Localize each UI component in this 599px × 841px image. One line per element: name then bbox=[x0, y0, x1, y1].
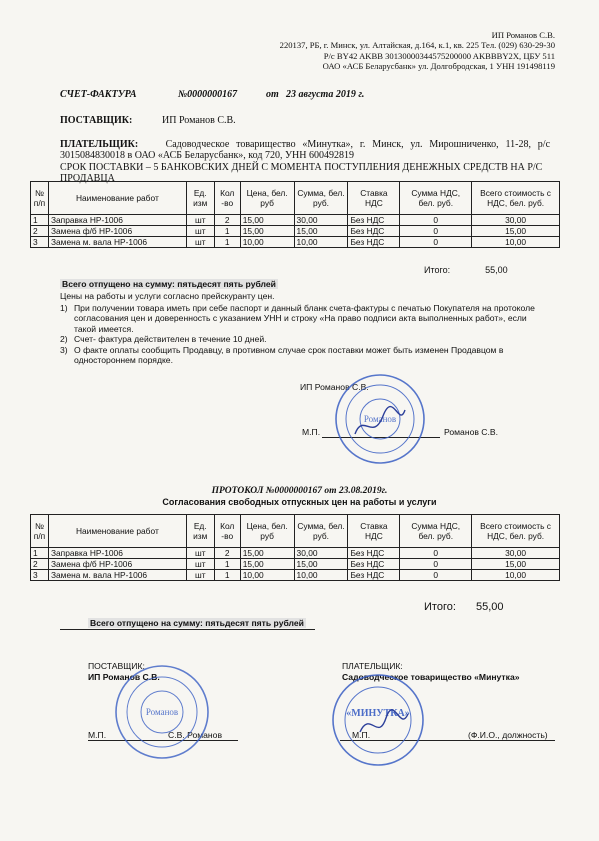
seller-bank: ОАО «АСБ Беларусбанк» ул. Долгобродская, 1 УНН 191498119 bbox=[322, 61, 555, 72]
table-cell: 0 bbox=[400, 570, 472, 581]
table-cell: 1 bbox=[214, 237, 240, 248]
bottom-payer-name: Садоводческое товарищество «Минутка» bbox=[342, 672, 520, 682]
table-cell: Без НДС bbox=[348, 237, 400, 248]
table-row bbox=[31, 559, 560, 570]
table-cell: 2 bbox=[214, 548, 240, 559]
table-cell: 15,00 bbox=[294, 559, 348, 570]
table-row bbox=[31, 226, 560, 237]
protocol-total-value: 55,00 bbox=[476, 601, 504, 613]
table-cell: 0 bbox=[400, 548, 472, 559]
table-cell: Без НДС bbox=[348, 215, 400, 226]
seller-stamp-bottom bbox=[112, 662, 212, 762]
invoice-date: 23 августа 2019 г. bbox=[286, 89, 365, 100]
seller-stamp bbox=[333, 372, 427, 466]
protocol-table bbox=[30, 514, 560, 581]
price-note: Цены на работы и услуги согласно прейскуранту цен. bbox=[60, 291, 275, 301]
signature-mp: М.П. bbox=[302, 427, 321, 437]
protocol-subtitle: Согласования свободных отпускных цен на работы и услуги bbox=[162, 497, 437, 507]
protocol-total-label: Итого: bbox=[424, 601, 456, 613]
table-cell: 15,00 bbox=[472, 559, 560, 570]
payer-block bbox=[60, 140, 550, 162]
list-item-text: Счет- фактура действителен в течение 10 дней. bbox=[74, 334, 267, 345]
table-cell: 0 bbox=[400, 237, 472, 248]
bottom-payer-fio: (Ф.И.О., должность) bbox=[468, 730, 548, 740]
column-header: Кол -во bbox=[214, 515, 240, 548]
table-cell: 15,00 bbox=[240, 215, 294, 226]
table-cell: Без НДС bbox=[348, 226, 400, 237]
invoice-title: СЧЕТ-ФАКТУРА bbox=[60, 89, 137, 100]
bottom-payer-label: ПЛАТЕЛЬЩИК: bbox=[342, 661, 403, 671]
payer-details: Садоводческое товарищество «Минутка», г. Минск, ул. Мирошниченко, 11-28, р/с 3015084830018 в ОАО «АСБ Беларусбанк», код 720, УНН 600492819 bbox=[60, 139, 551, 161]
table-row bbox=[31, 548, 560, 559]
column-header: Сумма, бел. руб. bbox=[294, 182, 348, 215]
table-cell: Замена м. вала НР-1006 bbox=[48, 570, 186, 581]
table-cell: 10,00 bbox=[294, 237, 348, 248]
column-header: № п/п bbox=[31, 515, 49, 548]
invoice-from: от bbox=[266, 89, 279, 100]
table-cell: 15,00 bbox=[294, 226, 348, 237]
invoice-total-words: Всего отпущено на сумму: пятьдесят пять рублей bbox=[62, 279, 276, 289]
table-cell: 30,00 bbox=[294, 215, 348, 226]
table-cell: 0 bbox=[400, 215, 472, 226]
table-cell: 0 bbox=[400, 559, 472, 570]
table-cell: Заправка НР-1006 bbox=[48, 215, 186, 226]
table-cell: 15,00 bbox=[240, 548, 294, 559]
column-header: Наименование работ bbox=[48, 515, 186, 548]
seller-stamp-label: Романов bbox=[363, 414, 397, 424]
signature-name-bottom: Романов С.В. bbox=[444, 427, 499, 437]
table-cell: 1 bbox=[214, 226, 240, 237]
seller-address: 220137, РБ, г. Минск, ул. Алтайская, д.164, к.1, кв. 225 Тел. (029) 630-29-30 bbox=[279, 40, 555, 51]
table-cell: Без НДС bbox=[348, 548, 400, 559]
protocol-total bbox=[424, 601, 504, 613]
table-cell: 10,00 bbox=[472, 237, 560, 248]
table-cell: 3 bbox=[31, 237, 49, 248]
table-cell: 15,00 bbox=[240, 559, 294, 570]
signature-name-top: ИП Романов С.В. bbox=[300, 382, 369, 392]
table-cell: шт bbox=[186, 237, 214, 248]
table-cell: 30,00 bbox=[472, 548, 560, 559]
column-header: Ставка НДС bbox=[348, 182, 400, 215]
table-cell: 1 bbox=[31, 548, 49, 559]
table-cell: 15,00 bbox=[472, 226, 560, 237]
buyer-stamp-label: «МИНУТКА» bbox=[346, 708, 410, 719]
bottom-supplier-mp: М.П. bbox=[88, 730, 107, 740]
table-cell: Без НДС bbox=[348, 559, 400, 570]
seller-stamp-bottom-label: Романов bbox=[145, 707, 179, 717]
table-cell: 10,00 bbox=[240, 237, 294, 248]
supplier-label: ПОСТАВЩИК: bbox=[60, 115, 133, 126]
table-row bbox=[31, 570, 560, 581]
list-item bbox=[60, 303, 550, 334]
table-cell: 15,00 bbox=[240, 226, 294, 237]
buyer-stamp bbox=[330, 672, 426, 768]
column-header: Ед. изм bbox=[186, 182, 214, 215]
column-header: Ставка НДС bbox=[348, 515, 400, 548]
invoice-table bbox=[30, 181, 560, 248]
seller-name: ИП Романов С.В. bbox=[491, 30, 555, 40]
column-header: Цена, бел. руб bbox=[240, 182, 294, 215]
list-item-number: 3) bbox=[60, 344, 68, 355]
list-item-text: О факте оплаты сообщить Продавцу, в противном случае срок поставки может быть изменен Продавцом в одностороннем порядке. bbox=[74, 344, 504, 366]
table-cell: шт bbox=[186, 548, 214, 559]
protocol-words-underline bbox=[60, 629, 315, 630]
list-item-number: 1) bbox=[60, 303, 68, 313]
table-cell: шт bbox=[186, 226, 214, 237]
protocol-total-words: Всего отпущено на сумму: пятьдесят пять рублей bbox=[90, 618, 304, 628]
list-item-text: При получении товара иметь при себе паспорт и данный бланк счета-фактуры с печатью Покупателя на протоколе согласования цен и доверенность с указанием УНН и строку «На право подписи акта выполненных работ», если такой имеется. bbox=[74, 303, 535, 334]
invoice-total-value: 55,00 bbox=[485, 265, 508, 275]
supplier-line bbox=[60, 115, 236, 126]
invoice-number: №0000000167 bbox=[178, 89, 238, 100]
column-header: Наименование работ bbox=[48, 182, 186, 215]
table-cell: 10,00 bbox=[240, 570, 294, 581]
table-cell: 0 bbox=[400, 226, 472, 237]
invoice-total bbox=[424, 265, 508, 275]
table-header-row bbox=[31, 515, 560, 548]
table-cell: Заправка НР-1006 bbox=[48, 548, 186, 559]
table-cell: шт bbox=[186, 215, 214, 226]
table-cell: 30,00 bbox=[472, 215, 560, 226]
column-header: Сумма НДС, бел. руб. bbox=[400, 515, 472, 548]
column-header: Всего стоимость с НДС, бел. руб. bbox=[472, 182, 560, 215]
column-header: № п/п bbox=[31, 182, 49, 215]
payer-label: ПЛАТЕЛЬЩИК: bbox=[60, 139, 139, 150]
table-cell: 1 bbox=[214, 559, 240, 570]
protocol-title: ПРОТОКОЛ №0000000167 от 23.08.2019г. bbox=[211, 486, 388, 496]
table-cell: 3 bbox=[31, 570, 49, 581]
delivery-terms: СРОК ПОСТАВКИ – 5 БАНКОВСКИХ ДНЕЙ С МОМЕНТА ПОСТУПЛЕНИЯ ДЕНЕЖНЫХ СРЕДСТВ НА Р/С ПРОДАВЦА bbox=[60, 162, 543, 184]
bottom-supplier-sign: С.В. Романов bbox=[168, 730, 223, 740]
column-header: Ед. изм bbox=[186, 515, 214, 548]
table-cell: шт bbox=[186, 559, 214, 570]
list-item bbox=[60, 334, 550, 344]
table-header-row bbox=[31, 182, 560, 215]
table-cell: 2 bbox=[214, 215, 240, 226]
list-item bbox=[60, 345, 550, 366]
table-cell: шт bbox=[186, 570, 214, 581]
table-row bbox=[31, 237, 560, 248]
seller-account: Р/с BY42 AKBB 30130000344575200000 AKBBBY2X, ЦБУ 511 bbox=[323, 50, 555, 61]
table-cell: 2 bbox=[31, 559, 49, 570]
column-header: Сумма НДС, бел. руб. bbox=[400, 182, 472, 215]
table-cell: Замена ф/б НР-1006 bbox=[48, 226, 186, 237]
table-cell: 1 bbox=[31, 215, 49, 226]
table-cell: 1 bbox=[214, 570, 240, 581]
table-cell: Замена м. вала НР-1006 bbox=[48, 237, 186, 248]
table-cell: 2 bbox=[31, 226, 49, 237]
table-cell: Без НДС bbox=[348, 570, 400, 581]
list-item-number: 2) bbox=[60, 334, 68, 345]
column-header: Всего стоимость с НДС, бел. руб. bbox=[472, 515, 560, 548]
invoice-notes bbox=[60, 303, 550, 365]
table-cell: 30,00 bbox=[294, 548, 348, 559]
seller-header bbox=[280, 30, 555, 72]
invoice-title-line bbox=[60, 89, 364, 100]
bottom-supplier-label: ПОСТАВЩИК: bbox=[88, 661, 145, 671]
table-cell: 10,00 bbox=[472, 570, 560, 581]
column-header: Сумма, бел. руб. bbox=[294, 515, 348, 548]
invoice-total-label: Итого: bbox=[424, 265, 451, 275]
table-cell: Замена ф/б НР-1006 bbox=[48, 559, 186, 570]
column-header: Цена, бел. руб bbox=[240, 515, 294, 548]
supplier-name: ИП Романов С.В. bbox=[162, 115, 236, 126]
bottom-payer-mp: М.П. bbox=[352, 730, 371, 740]
column-header: Кол -во bbox=[214, 182, 240, 215]
table-row bbox=[31, 215, 560, 226]
bottom-supplier-name: ИП Романов С.В. bbox=[88, 672, 160, 682]
table-cell: 10,00 bbox=[294, 570, 348, 581]
